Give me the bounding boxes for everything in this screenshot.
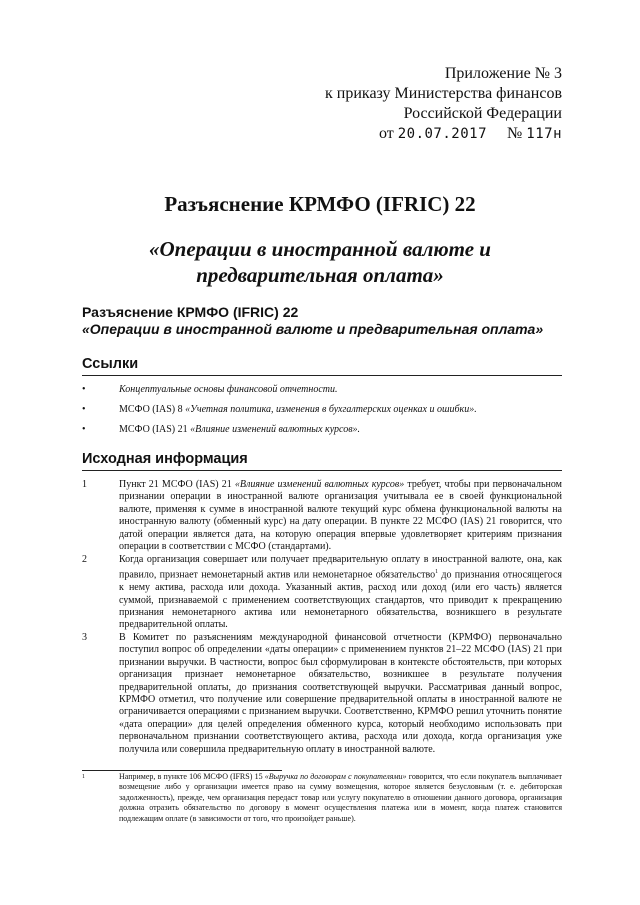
appendix-date-line [325, 124, 562, 144]
reference-title: «Влияние изменений валютных курсов». [190, 424, 361, 435]
reference-item [82, 380, 562, 400]
bullet: • [82, 424, 86, 435]
appendix-block [325, 64, 562, 144]
reference-title: Концептуальные основы финансовой отчетности. [119, 384, 338, 395]
number-prefix: № [507, 125, 523, 142]
appendix-order-ref: к приказу Министерства финансов [325, 85, 562, 102]
reference-code: МСФО (IAS) 8 [119, 404, 186, 415]
order-number: 117н [526, 126, 562, 142]
reference-item [82, 400, 562, 420]
footnote-body: Например, в пункте 106 МСФО (IFRS) 15 «Выручка по договорам с покупателями» говорится, что если покупатель выплачивает возмещение либо у организации имеется право на сумму возмещения, которое является безусловным (т. е. дебиторская задолженность), прежде, чем организация передаст товар или услугу покупателю в отношении данного договора, организация должна отразить обязательство по договору в момент осуществления платежа или в момент, когда платеж становится подлежащим оплате (в зависимости от того, что произойдет раньше). [119, 772, 563, 823]
background-heading: Исходная информация [82, 451, 248, 467]
appendix-number: Приложение № 3 [444, 65, 562, 82]
reference-title: «Учетная политика, изменения в бухгалтерских оценках и ошибки». [185, 404, 477, 415]
reference-item [82, 420, 562, 440]
references-heading: Ссылки [82, 356, 139, 372]
document-title: Разъяснение КРМФО (IFRIC) 22 [164, 192, 476, 216]
bullet: • [82, 404, 86, 415]
paragraph-number: 1 [82, 479, 87, 490]
section-title-block [82, 304, 543, 338]
section-subtitle: «Операции в иностранной валюте и предварительная оплата» [82, 321, 544, 337]
reference-code: МСФО (IAS) 21 [119, 424, 191, 435]
paragraph-2 [82, 554, 562, 632]
background-rule [82, 470, 562, 471]
date-prefix: от [378, 125, 394, 142]
paragraph-3 [82, 632, 562, 756]
footnote [82, 772, 562, 824]
references-rule [82, 375, 562, 376]
document-subtitle: «Операции в иностранной валюте и предварительная оплата» [149, 237, 491, 287]
footnote-rule [82, 770, 282, 771]
paragraph-number: 3 [82, 632, 87, 643]
bullet: • [82, 384, 86, 395]
appendix-country: Российской Федерации [403, 105, 562, 122]
paragraph-body: Когда организация совершает или получает предварительную оплату в иностранной валюте, она, как правило, признает немонетарный актив или немонетарное обязательство$^1$ до признания относящегося к нему актива, расхода или дохода. Указанный актив, расход или доход (или его часть) является суммой, признаваемой с применением соответствующих стандартов, что приводит к прекращению признания немонетарного актива или немонетарного обязательства, возникшего в результате предварительной оплаты. [119, 554, 562, 631]
order-date: 20.07.2017 [397, 126, 488, 142]
section-title: Разъяснение КРМФО (IFRIC) 22 [82, 304, 299, 320]
references-list [82, 380, 562, 440]
footnote-ref[interactable]: 1 [435, 569, 439, 576]
paragraph-number: 2 [82, 554, 87, 565]
paragraph-body: Пункт 21 МСФО (IAS) 21 «Влияние изменений валютных курсов» требует, чтобы при первоначальном признании операции в иностранной валюте организация учитывала ее в своей функциональной валюте, применяя к сумме в иностранной валюте текущий курс обмена функциональной валюты на иностранную валюту (обменный курс) на дату операции. В пункте 22 МСФО (IAS) 21 говорится, что датой операции является дата, на которую операция впервые удовлетворяет критериям признания операции в соответствии с МСФО (стандартами). [119, 479, 562, 553]
footnote-number: 1 [82, 774, 85, 780]
paragraph-body: В Комитет по разъяснениям международной финансовой отчетности (КРМФО) первоначально поступил вопрос об определении «даты операции» с применением пунктов 21–22 МСФО (IAS) 21 при признании выручки. В частности, вопрос был сформулирован в контексте обстоятельств, при которых организация признает немонетарное обязательство, возникшее в результате получения предварительной оплаты, до признания соответствующей выручки. Рассматривая данный вопрос, КРМФО отметил, что получение или совершение предварительной оплаты в иностранной валюте не ограничивается операциями с признанием выручки. Соответственно, КРМФО решил уточнить понятие «дата операции» для целей определения обменного курса, который необходимо использовать при первоначальном признании соответствующего актива, расхода или дохода, когда организация уже получила или совершила предварительную оплату в иностранной валюте. [119, 632, 562, 755]
paragraph-1 [82, 479, 562, 553]
